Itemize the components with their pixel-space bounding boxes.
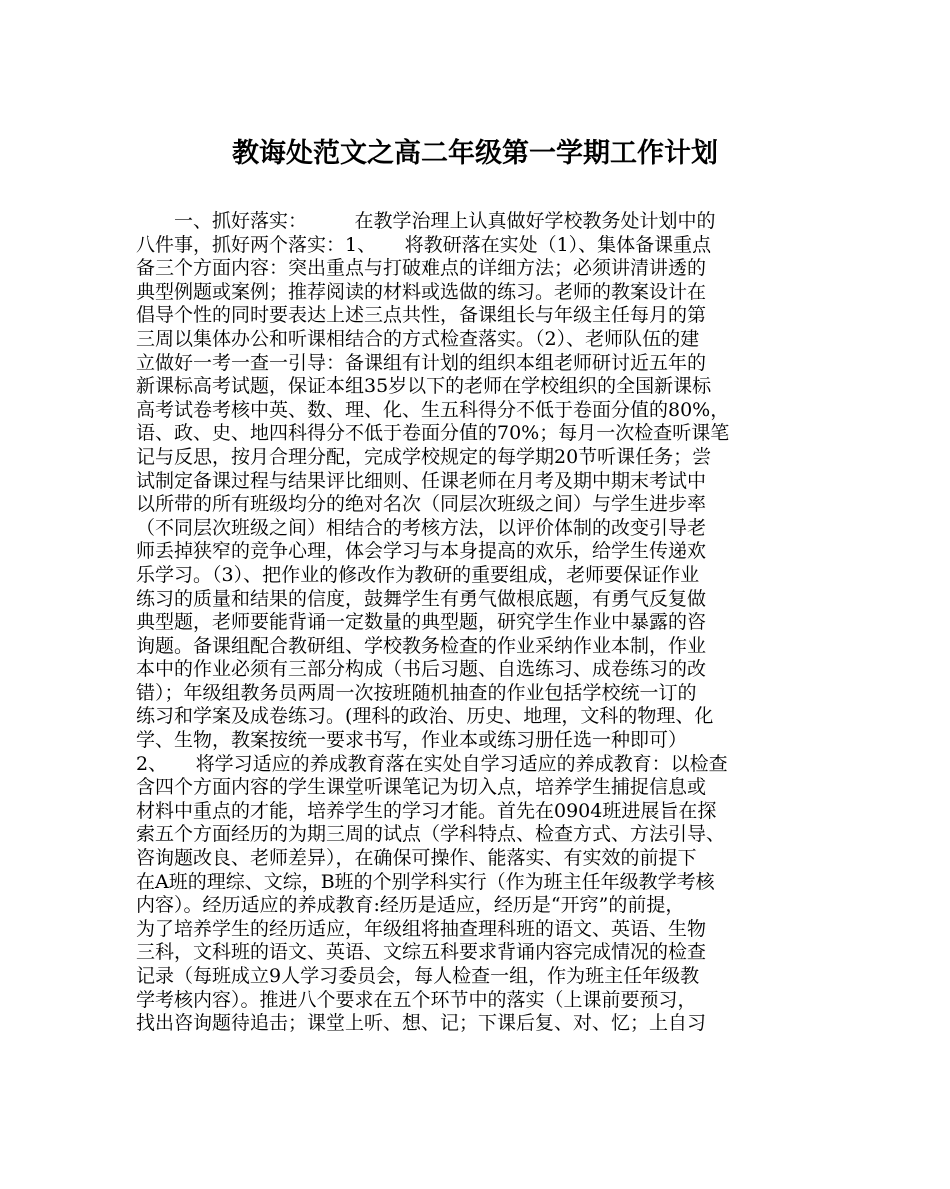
body-line: 三科，文科班的语文、英语、文综五科要求背诵内容完成情况的检查	[136, 941, 707, 964]
body-line: 索五个方面经历的为期三周的试点（学科特点、检查方式、方法引导、	[136, 823, 726, 846]
body-line: 倡导个性的同时要表达上述三点共性，备课组长与年级主任每月的第	[136, 304, 707, 327]
body-line: 本中的作业必须有三部分构成（书后习题、自选练习、成卷练习的改	[136, 658, 707, 681]
body-line: 2、 将学习适应的养成教育落在实处自学习适应的养成教育：以检查	[136, 752, 728, 775]
body-line: 在A班的理综、文综，B班的个别学科实行（作为班主任年级教学考核	[136, 870, 715, 893]
body-line: 含四个方面内容的学生课堂听课笔记为切入点，培养学生捕捉信息或	[136, 776, 707, 799]
body-line: 乐学习。（3）、把作业的修改作为教研的重要组成，老师要保证作业	[136, 563, 700, 586]
body-line: 记录（每班成立9人学习委员会，每人检查一组，作为班主任年级教	[136, 965, 700, 987]
body-line: 学考核内容）。推进八个要求在五个环节中的落实（上课前要预习，	[136, 988, 697, 1011]
body-line: 内容）。经历适应的养成教育:经历是适应，经历是“开窍”的前提，	[136, 894, 685, 917]
body-line: 语、政、史、地四科得分不低于卷面分值的70%；每月一次检查听课笔	[136, 422, 730, 445]
body-line: 立做好一考一查一引导：备课组有计划的组织本组老师研讨近五年的	[136, 351, 707, 374]
body-line: 新课标高考试题，保证本组35岁以下的老师在学校组织的全国新课标	[136, 375, 712, 398]
body-line: 学、生物，教案按统一要求书写，作业本或练习册任选一种即可）	[136, 729, 688, 752]
body-line: 材料中重点的才能，培养学生的学习才能。首先在0904班进展旨在探	[136, 799, 717, 822]
body-line: 八件事，抓好两个落实：1、 将教研落在实处（1）、集体备课重点	[136, 233, 712, 256]
body-line: 练习的质量和结果的信度，鼓舞学生有勇气做根底题，有勇气反复做	[136, 587, 707, 610]
body-line: 记与反思，按月合理分配，完成学校规定的每学期20节听课任务；尝	[136, 445, 712, 468]
body-line: 以所带的所有班级均分的绝对名次（同层次班级之间）与学生进步率	[136, 493, 707, 516]
body-line: 三周以集体办公和听课相结合的方式检查落实。（2）、老师队伍的建	[136, 327, 700, 350]
body-line: 错）；年级组教务员两周一次按班随机抽查的作业包括学校统一订的	[136, 681, 697, 704]
body-line: 咨询题改良、老师差异），在确保可操作、能落实、有实效的前提下	[136, 847, 697, 870]
body-line: 典型例题或案例；推荐阅读的材料或选做的练习。老师的教案设计在	[136, 280, 707, 303]
body-line: 练习和学案及成卷练习。(理科的政治、历史、地理，文科的物理、化	[136, 705, 714, 728]
body-line: 备三个方面内容：突出重点与打破难点的详细方法；必须讲清讲透的	[136, 257, 707, 280]
document-title: 教诲处范文之高二年级第一学期工作计划	[232, 138, 718, 169]
body-line: 高考试卷考核中英、数、理、化、生五科得分不低于卷面分值的80%，	[136, 398, 730, 421]
body-line: （不同层次班级之间）相结合的考核方法，以评价体制的改变引导老	[136, 516, 707, 539]
document-body	[136, 210, 826, 1036]
body-line: 询题。备课组配合教研组、学校教务检查的作业采纳作业本制，作业	[136, 634, 707, 657]
body-line: 试制定备课过程与结果评比细则、任课老师在月考及期中期末考试中	[136, 469, 707, 492]
body-line: 为了培养学生的经历适应，年级组将抽查理科班的语文、英语、生物	[136, 917, 707, 940]
body-line: 典型题，老师要能背诵一定数量的典型题，研究学生作业中暴露的咨	[136, 611, 707, 634]
body-line: 找出咨询题待追击；课堂上听、想、记；下课后复、对、忆；上自习	[136, 1012, 707, 1035]
body-line: 师丢掉狭窄的竞争心理，体会学习与本身提高的欢乐，给学生传递欢	[136, 540, 707, 563]
body-line: 一、抓好落实： 在教学治理上认真做好学校教务处计划中的	[136, 210, 716, 232]
